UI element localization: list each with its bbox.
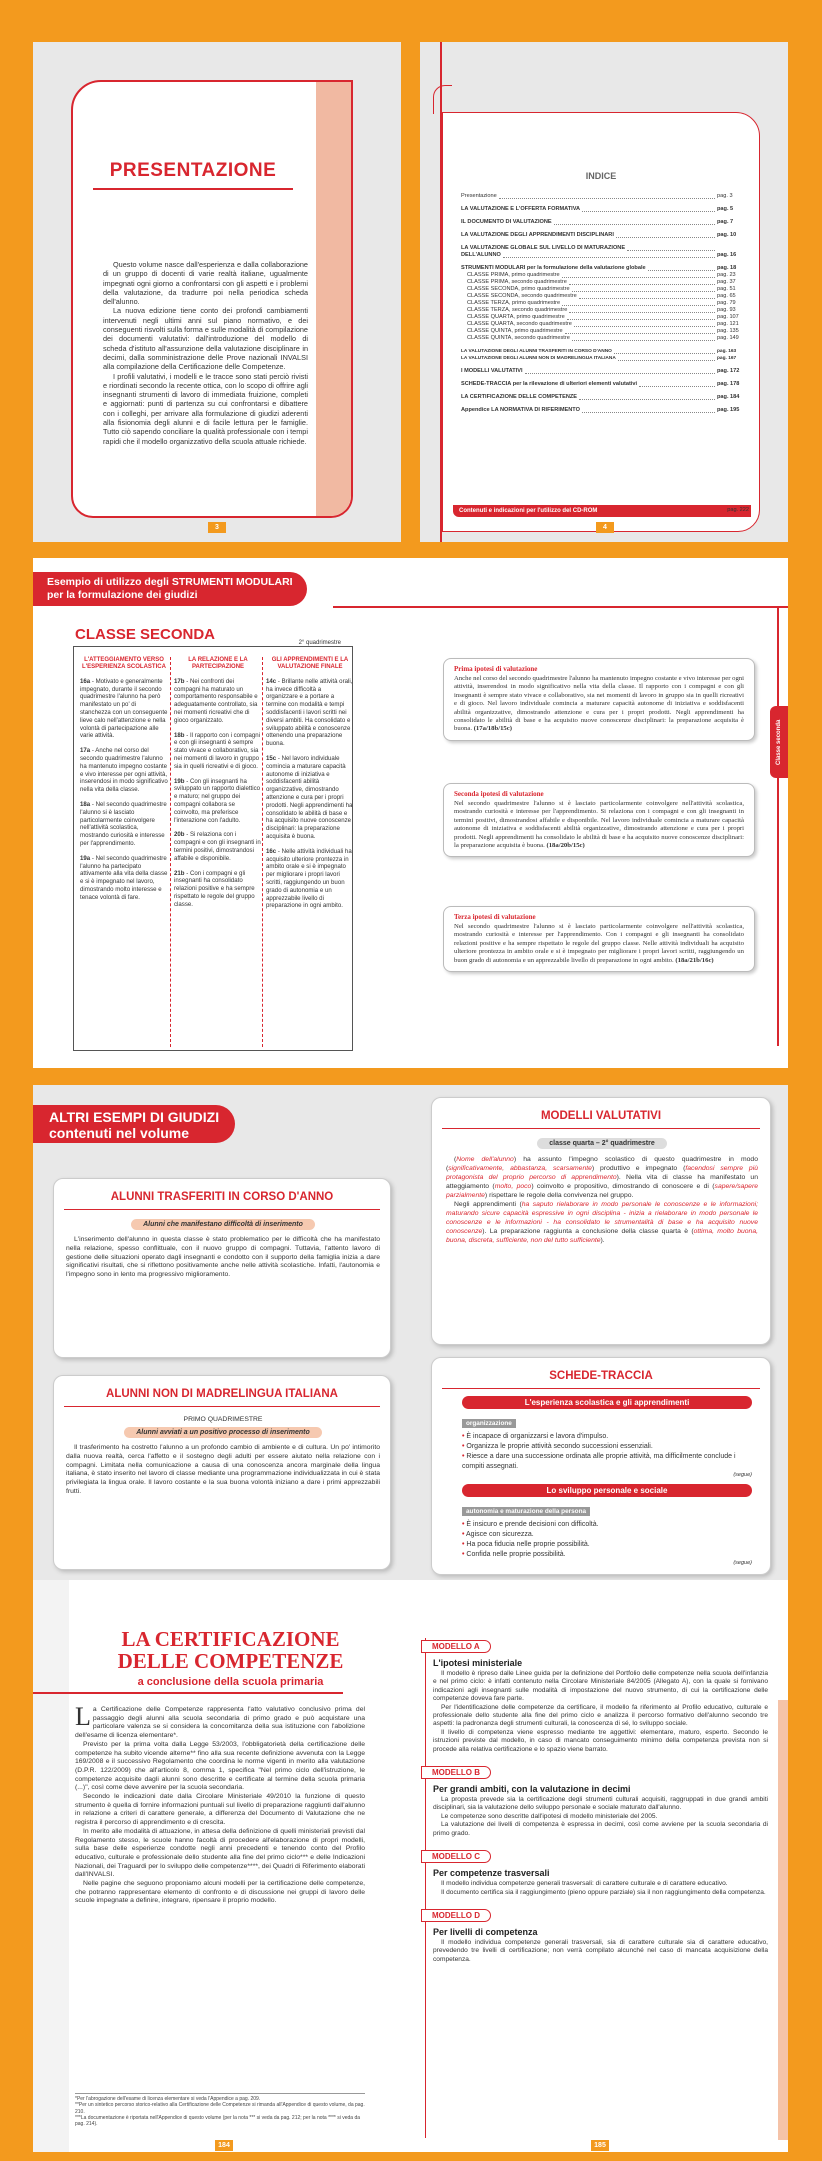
dropcap: L bbox=[75, 1702, 91, 1731]
index-page: pag. 121 bbox=[717, 321, 739, 327]
index-row[interactable] bbox=[461, 321, 743, 328]
index-page: pag. 51 bbox=[717, 286, 736, 292]
index-page: pag. 167 bbox=[717, 356, 737, 361]
item-code: 19b bbox=[174, 777, 185, 785]
page-number: 185 bbox=[591, 2140, 609, 2151]
card-modelli bbox=[431, 1097, 771, 1345]
index-label: IL DOCUMENTO DI VALUTAZIONE bbox=[461, 219, 552, 225]
index-label: CLASSE SECONDA, primo quadrimestre bbox=[467, 286, 570, 292]
item-code: 21b bbox=[174, 869, 185, 877]
item-text: Nelle attività individuali ha acquisito ulteriore prontezza in ambito orale e si è impegnato per migliorare i propri lavori scritti, raggiungendo un buon grado di autonomia e un apprezzabile livello di preparazione in ogni ambito. bbox=[266, 847, 352, 910]
presentazione-card bbox=[71, 80, 353, 518]
ipotesi-text: Nel secondo quadrimestre l'alunno si è lasciato particolarmente coinvolgere nell'attività scolastica, mostrando curiosità e interesse per l'apprendimento. Si relaziona con i compagni e con gli insegnanti in termini positivi, dimostrandosi affabile e disponibile. Nel lavoro individuale comincia a maturare capacità autonome di iniziativa e soddisfacenti abilità organizzative, dimostrando attenzione e cura per i propri prodotti. Negli apprendimenti ha consolidato le abilità di base e ha acquisito nuove conoscenze disciplinari: la preparazione acquisita è buona. bbox=[454, 800, 744, 850]
index-label: LA VALUTAZIONE GLOBALE SUL LIVELLO DI MATURAZIONE bbox=[461, 245, 626, 251]
column-atteggiamento bbox=[80, 657, 168, 909]
pill-label: Alunni avviati a un positivo processo di inserimento bbox=[124, 1427, 321, 1438]
indice-card bbox=[442, 112, 760, 532]
modello-block bbox=[423, 1636, 768, 1754]
index-row[interactable] bbox=[461, 314, 743, 321]
index-row[interactable] bbox=[461, 348, 743, 355]
paragraph: Il modello individua competenze generali trasversali, sia di carattere culturale sia di carattere educativo, prevedendo tre livelli di certificazione; non verrà compilato alcunché nel caso di mancata acquisizione della competenza. bbox=[433, 1938, 768, 1963]
index-page: pag. 149 bbox=[717, 335, 739, 341]
spread-certificazione bbox=[33, 1580, 788, 2152]
page-title: PRESENTAZIONE bbox=[109, 160, 277, 181]
index-label: CLASSE QUARTA, primo quadrimestre bbox=[467, 314, 565, 320]
paragraph: Secondo le indicazioni date dalla Circolare Ministeriale 49/2010 la funzione di questo strumento è quella di fornire informazioni puntuali sul livello di preparazione raggiunti dall'alunno in relazione a criteri di carattere generale, a differenza del Documento di Valutazione che ne registra il percorso di apprendimento e di crescita. bbox=[75, 1793, 365, 1827]
card-title: SCHEDE-TRACCIA bbox=[549, 1370, 653, 1382]
columns-box bbox=[73, 640, 353, 1051]
item-text: Nel lavoro individuale comincia a maturare capacità autonome di iniziativa e soddisfacenti abilità organizzative, dimostrando attenzione e cura per i propri prodotti. Negli apprendimenti ha consolidato le abilità di base e ha acquisito nuove conoscenze disciplinari: la preparazione acquisita è buona. bbox=[266, 754, 353, 840]
item-code: 19a bbox=[80, 854, 91, 862]
index-label: Presentazione bbox=[461, 193, 497, 199]
index-row[interactable] bbox=[461, 307, 743, 314]
divider bbox=[333, 606, 788, 608]
index-row[interactable] bbox=[461, 219, 743, 226]
column-header: GLI APPRENDIMENTI E LA VALUTAZIONE FINALE bbox=[271, 657, 349, 671]
title-line-2: DELLE COMPETENZE bbox=[117, 1649, 344, 1673]
sub-bar: organizzazione bbox=[462, 1419, 516, 1428]
index-row[interactable] bbox=[461, 206, 743, 213]
index-page: pag. 93 bbox=[717, 307, 736, 313]
modello-block bbox=[423, 1846, 768, 1897]
page-indice bbox=[420, 42, 788, 542]
item-text: Nel secondo quadrimestre l'alunno si è lasciato particolarmente coinvolgere nell'attività scolastica, mostrando curiosità e interesse per l'apprendimento. bbox=[80, 800, 167, 847]
paragraph: La valutazione dei livelli di competenza è espressa in decimi, così come avviene per la scuola secondaria di primo grado. bbox=[433, 1821, 768, 1837]
index-row[interactable] bbox=[461, 368, 743, 375]
item-code: 16c bbox=[266, 847, 277, 855]
modello-tab: MODELLO A bbox=[421, 1640, 491, 1653]
index-page: pag. 10 bbox=[717, 232, 737, 238]
index-label: CLASSE SECONDA, secondo quadrimestre bbox=[467, 293, 577, 299]
column-item: 16a - Motivato e generalmente impegnato, durante il secondo quadrimestre l'alunno ha però manifestato un po' di stanchezza con un conseguente lieve calo nell'attenzione e nella volontà di partecipazione alle varie attività. bbox=[80, 677, 168, 740]
index-page: pag. 195 bbox=[717, 407, 740, 413]
index-row[interactable] bbox=[461, 293, 743, 300]
segue-label: (segue) bbox=[733, 1560, 752, 1566]
column-header: LA RELAZIONE E LA PARTECIPAZIONE bbox=[188, 657, 248, 671]
footnote: **Per un sintetico percorso storico-relativo alla Certificazione delle Competenze si rimanda all'Appendice di questo volume, da pag. 210. bbox=[75, 2102, 365, 2115]
item-code: 17a bbox=[80, 747, 91, 755]
section-bar: Lo sviluppo personale e sociale bbox=[462, 1484, 752, 1497]
index-page: pag. 65 bbox=[717, 293, 736, 299]
index-label: CLASSE TERZA, secondo quadrimestre bbox=[467, 307, 568, 313]
modello-tab: MODELLO B bbox=[421, 1766, 491, 1779]
paragraph: La nuova edizione tiene conto dei profondi cambiamenti intervenuti negli ultimi anni sul piano normativo, e dei conseguenti risvolti sulla forma e sulle modalità di compilazione dei documenti valutativi: dall'introduzione del modello di scheda d'istituto all'assunzione della valutazione disciplinare in decimi, dalla somministrazione delle Prove nazionali INVALSI alla compilazione della Certificazione delle Competenze. bbox=[103, 306, 308, 372]
item-text: Nel secondo quadrimestre l'alunno ha partecipato attivamente alla vita della classe e si è impegnato nel lavoro, dimostrando molto interesse e tenace volontà di fare. bbox=[80, 854, 168, 901]
index-label: SCHEDE-TRACCIA per la rilevazione di ulteriori elementi valutativi bbox=[461, 381, 638, 387]
paragraph: Nelle pagine che seguono proponiamo alcuni modelli per la certificazione delle competenze, che potranno rappresentare elemento di confronto e di discussione nei gruppi di lavoro delle scuole impegnate a definire, integrare, ripensare il proprio modello. bbox=[75, 1880, 365, 1905]
item-code: 20b bbox=[174, 831, 185, 839]
decor-strip bbox=[778, 1700, 788, 2140]
column-item: 17b - Nei confronti dei compagni ha maturato un comportamento responsabile e adeguatamente controllato, sia nei momenti ricreativi che di gioco organizzato. bbox=[174, 677, 258, 724]
page-number: 184 bbox=[215, 2140, 233, 2151]
index-page: pag. 172 bbox=[717, 368, 740, 374]
index-label: DELL'ALUNNO bbox=[461, 252, 501, 258]
header-line-1: ALTRI ESEMPI DI GIUDIZI bbox=[49, 1109, 220, 1125]
paragraph: La proposta prevede sia la certificazione degli strumenti culturali acquisiti, raggruppati in due grandi ambiti disciplinari, sia la valutazione dello sviluppo personale e sociale maturato dall'alunno. bbox=[433, 1796, 768, 1812]
index-row[interactable] bbox=[461, 245, 743, 252]
bullet-item: • Organizza le proprie attività secondo successioni essenziali. bbox=[462, 1443, 653, 1450]
bullet-item: • Confida nelle proprie possibilità. bbox=[462, 1551, 566, 1558]
modello-block bbox=[423, 1905, 768, 1964]
class-title: CLASSE SECONDA bbox=[75, 626, 216, 643]
item-code: 18a bbox=[80, 800, 91, 808]
modello-text: (Nome dell'alunno) ha assunto l'impegno scolastico di questo quadrimestre in modo (significativamente, abbastanza, scarsamente) produttivo e impegnato (facendosi sempre più protagonista del proprio percorso di apprendimento). Nella vita di classe ha manifestato un atteggiamento (molto, poco) coinvolto e propositivo, dimostrando di conoscere e di (sapere/sapere parzialmente) rispettare le regole della convivenza nel gruppo. bbox=[446, 1156, 758, 1199]
ipotesi-1 bbox=[443, 658, 755, 741]
footnote: *Per l'abrogazione dell'esame di licenza elementare si veda l'Appendice a pag. 209. bbox=[75, 2096, 261, 2102]
index-page: pag. 23 bbox=[717, 272, 736, 278]
item-code: 17b bbox=[174, 677, 185, 685]
index-row[interactable] bbox=[461, 272, 743, 279]
column-apprendimenti bbox=[266, 657, 354, 917]
column-item: 14c - Brillante nelle attività orali, ha invece difficoltà a organizzare e a portare a termine con modalità e tempi soddisfacenti i lavori scritti nei diversi ambiti. Ha consolidato e sviluppato abilità e conoscenze ottenendo una preparazione buona. bbox=[266, 677, 353, 748]
ipotesi-title: Terza ipotesi di valutazione bbox=[454, 913, 536, 921]
pill-label: Alunni che manifestano difficoltà di inserimento bbox=[131, 1219, 315, 1230]
card-title: MODELLI VALUTATIVI bbox=[540, 1110, 662, 1122]
index-label: CLASSE QUARTA, secondo quadrimestre bbox=[467, 321, 572, 327]
paragraph: a Certificazione delle Competenze rappresenta l'atto valutativo conclusivo prima del passaggio degli alunni alla scuola secondaria di primo grado e può acquistare una particolare valenza se si considera la concomitanza della sua istituzione con l'abolizione dell'esame di licenza elementare*. bbox=[75, 1706, 365, 1740]
ipotesi-text: Anche nel corso del secondo quadrimestre l'alunno ha mantenuto impegno costante e vivo interesse per ogni attività, inserendosi in modo significativo nella vita della classe. Il rapporto con i compagni e con gli insegnanti è sempre stato vivace e collaborativo, sia nei momenti di lavoro in gruppo sia in quelli ricreativi e di gioco. Nel lavoro individuale comincia a maturare capacità autonome di iniziativa e soddisfacenti abilità organizzative, dimostrando attenzione e cura per i propri prodotti. Negli apprendimenti ha consolidato le abilità di base e ha acquisito nuove conoscenze disciplinari: la preparazione acquisita è buona. bbox=[454, 675, 744, 733]
spread-strumenti-modulari bbox=[33, 558, 788, 1068]
ipotesi-code: (18a/20b/15c) bbox=[546, 842, 585, 850]
bullet-item: • Agisce con sicurezza. bbox=[462, 1531, 534, 1538]
modello-heading: L'ipotesi ministeriale bbox=[433, 1658, 523, 1668]
column-separator bbox=[262, 657, 263, 1047]
index-label: LA VALUTAZIONE DEGLI ALUNNI NON DI MADRELINGUA ITALIANA bbox=[461, 356, 616, 361]
title-underline bbox=[33, 1692, 343, 1694]
item-text: Si relaziona con i compagni e con gli insegnanti in termini positivi, dimostrandosi affabile e disponibile. bbox=[174, 831, 261, 862]
modello-heading: Per competenze trasversali bbox=[433, 1868, 550, 1879]
index-page: pag. 184 bbox=[717, 394, 740, 400]
card-text: Il trasferimento ha costretto l'alunno a un profondo cambio di ambiente e di cultura. Un po' intimorito dalla nuova realtà, cerca l'affetto e il sostegno degli adulti per essere aiutato nella relazione con i compagni. Limitata nella comunicazione a causa di una conoscenza ancora marginale della lingua italiana, è stato inserito nel lavoro di classe mediante una programmazione individualizzata in cui è stata privilegiata la lingua orale. Il lavoro costante e la sua buona volontà iniziano a dare i primi apprezzabili frutti. bbox=[66, 1444, 380, 1495]
index-row[interactable] bbox=[461, 335, 743, 342]
index-page: pag. 79 bbox=[717, 300, 736, 306]
index-label: LA CERTIFICAZIONE DELLE COMPETENZE bbox=[461, 394, 578, 400]
sub-bar: autonomia e maturazione della persona bbox=[462, 1507, 590, 1516]
index-row[interactable] bbox=[461, 232, 743, 239]
item-code: 16a bbox=[80, 677, 91, 685]
index-label: CLASSE PRIMA, secondo quadrimestre bbox=[467, 279, 567, 285]
modello-heading: Per livelli di competenza bbox=[433, 1926, 538, 1937]
paragraph: Questo volume nasce dall'esperienza e dalla collaborazione di un gruppo di docenti di varie realtà italiane, ugualmente impegnati ogni giorno a confrontarsi con gli aspetti e i problemi della valutazione, da tradurre poi nella periodica scheda dell'alunno. bbox=[103, 260, 308, 307]
bullet-item: • Riesce a dare una successione ordinata alle proprie attività, ma difficilmente conclude i compiti assegnati. bbox=[462, 1453, 736, 1470]
side-tab: Classe seconda bbox=[770, 706, 788, 778]
index-list bbox=[461, 193, 743, 414]
index-label: CLASSE PRIMA, primo quadrimestre bbox=[467, 272, 560, 278]
ipotesi-code: (17a/18b/15c) bbox=[473, 725, 512, 733]
footnotes bbox=[75, 2093, 365, 2127]
paragraph: Previsto per la prima volta dalla Legge 53/2003, l'obbligatorietà della certificazione delle competenze ha subito vicende alterne** fino alla sua recente definizione avvenuta con la Legge 169/2008 e il successivo Regolamento che coordina le norme vigenti in merito alla valutazione (D.P.R. 122/2009) che all'articolo 8, comma 1, specifica "Nel primo ciclo dell'istruzione, le competenze acquisite dagli alunni sono descritte e certificate al termine della scuola primaria (...)", così come deve avvenire per la scuola secondaria. bbox=[75, 1740, 365, 1792]
page-number: 4 bbox=[596, 522, 614, 533]
header-line-2: per la formulazione dei giudizi bbox=[47, 589, 198, 601]
modello-text: Negli apprendimenti (ha saputo rielaborare in modo personale le conoscenze e le informazioni; maturando sicure capacità espressive in ogni disciplina - inizia a rielaborare in modo personale le conoscenze e le informazioni - ha consolidato le strumentalità di base e ha acquisito nuove conoscenze). La preparazione raggiunta a conclusione della classe quarta è (ottima, molto buona, buona, discreta, sufficiente, non del tutto sufficiente). bbox=[446, 1201, 758, 1244]
column-item: 19a - Nel secondo quadrimestre l'alunno ha partecipato attivamente alla vita della classe e si è impegnato nel lavoro, dimostrando molto interesse e tenace volontà di fare. bbox=[80, 854, 168, 901]
segue-label: (segue) bbox=[733, 1472, 752, 1478]
index-row[interactable] bbox=[461, 279, 743, 286]
title-line-1: LA CERTIFICAZIONE bbox=[121, 1627, 340, 1651]
index-row[interactable] bbox=[461, 407, 743, 414]
index-label: STRUMENTI MODULARI per la formulazione della valutazione globale bbox=[461, 265, 646, 271]
column-separator bbox=[170, 657, 171, 1047]
modello-heading: Per grandi ambiti, con la valutazione in decimi bbox=[433, 1784, 631, 1795]
column-item: 15c - Nel lavoro individuale comincia a maturare capacità autonome di iniziativa e soddisfacenti abilità organizzative, dimostrando attenzione e cura per i propri prodotti. Negli apprendimenti ha consolidato le abilità di base e ha acquisito nuove conoscenze disciplinari: la preparazione acquisita è buona. bbox=[266, 754, 353, 840]
index-label: CLASSE QUINTA, secondo quadrimestre bbox=[467, 335, 570, 341]
index-row[interactable] bbox=[461, 252, 743, 259]
column-item: 18b - Il rapporto con i compagni e con gli insegnanti è sempre stato vivace e collaborativo, sia nei momenti di lavoro in gruppo sia in quelli ricreativi e di gioco. bbox=[174, 731, 261, 770]
ipotesi-text: Nel secondo quadrimestre l'alunno si è lasciato particolarmente coinvolgere nell'attività scolastica, mostrando curiosità e interesse per l'apprendimento. Con i compagni e gli insegnanti ha consolidato relazioni positive e ha sempre rispettato le regole del gruppo classe. Nelle attività individuali ha acquisito ulteriore prontezza in ambito orale e si è impegnato per migliorare i propri lavori scritti, raggiungendo un buon grado di autonomia e un apprezzabile livello di preparazione in ogni ambito. bbox=[454, 923, 744, 964]
card-shade bbox=[316, 82, 351, 516]
index-label: CLASSE TERZA, primo quadrimestre bbox=[467, 300, 561, 306]
modello-tab: MODELLO D bbox=[421, 1909, 491, 1922]
index-page: pag. 37 bbox=[717, 279, 736, 285]
card-text: L'inserimento dell'alunno in questa classe è stato problematico per le difficoltà che ha manifestato nella relazione, spesso conflittuale, con il nuovo gruppo di compagni. Tuttavia, l'attento lavoro di gestione delle situazioni operato dagli insegnanti e condotto con il supporto della famiglia inizia a dare significativi risultati, che si riflettono positivamente anche nelle attività scolastiche. Infatti, l'autonomia e l'impegno sono in lento ma progressivo miglioramento. bbox=[66, 1236, 380, 1279]
card-title: ALUNNI NON DI MADRELINGUA ITALIANA bbox=[106, 1388, 338, 1400]
certificazione-text bbox=[75, 1702, 365, 1906]
index-row[interactable] bbox=[461, 381, 743, 388]
index-page: pag. 178 bbox=[717, 381, 740, 387]
index-row[interactable] bbox=[461, 394, 743, 401]
column-item: 16c - Nelle attività individuali ha acquisito ulteriore prontezza in ambito orale e si è impegnato per migliorare i propri lavori scritti, raggiungendo un buon grado di autonomia e un apprezzabile livello di preparazione in ogni ambito. bbox=[266, 847, 352, 910]
column-item: 17a - Anche nel corso del secondo quadrimestre l'alunno ha mantenuto impegno costante e vivo interesse per ogni attività, inserendosi in modo significativo nella vita della classe. bbox=[80, 747, 168, 794]
index-label: LA VALUTAZIONE DEGLI ALUNNI TRASFERITI IN CORSO D'ANNO bbox=[461, 349, 612, 354]
modello-tab: MODELLO C bbox=[421, 1850, 491, 1863]
index-row[interactable] bbox=[461, 328, 743, 335]
index-page: pag. 135 bbox=[717, 328, 739, 334]
index-label: LA VALUTAZIONE E L'OFFERTA FORMATIVA bbox=[461, 206, 581, 212]
paragraph: Per l'identificazione delle competenze da certificare, il modello fa riferimento al Profilo educativo, culturale e professionale dello studente alla fine del primo ciclo e analizza il percorso formativo dell'alunno secondo tre aspetti: la padronanza degli strumenti culturali, la conoscenza di sé, lo sviluppo sociale. bbox=[433, 1703, 768, 1728]
column-item: 20b - Si relaziona con i compagni e con gli insegnanti in termini positivi, dimostrandosi affabile e disponibile. bbox=[174, 831, 261, 862]
title-underline bbox=[93, 188, 293, 190]
index-page: pag. 7 bbox=[717, 219, 734, 225]
column-item: 21b - Con i compagni e gli insegnanti ha consolidato relazioni positive e ha sempre rispettato le regole del gruppo classe. bbox=[174, 869, 255, 908]
paragraph: Il modello è ripreso dalle Linee guida per la definizione del Portfolio delle competenze nella scuola dell'infanzia e nel primo ciclo: è infatti contenuto nella Circolare Ministeriale 84/2005 (Allegato A), con la quale si fornivano indicazioni agli insegnanti sulle modalità di impostazione del nuovo strumento, di cui la certificazione delle competenze doveva fare parte. bbox=[433, 1670, 768, 1703]
index-page: pag. 107 bbox=[717, 314, 739, 320]
item-text: Con i compagni e gli insegnanti ha consolidato relazioni positive e ha sempre rispettato le regole del gruppo classe. bbox=[174, 869, 255, 908]
index-page: pag. 18 bbox=[717, 265, 737, 271]
section-bar: L'esperienza scolastica e gli apprendimenti bbox=[462, 1396, 752, 1409]
index-page: pag. 163 bbox=[717, 349, 737, 354]
paragraph: I profili valutativi, i modelli e le tracce sono stati perciò rivisti e riordinati secondo la recente ottica, con lo scopo di offrire agli insegnanti strumenti di lavoro di immediata fruizione, completi e aggiornati: punti di partenza su cui confrontarsi e dibattere con i colleghi, per arrivare alla formulazione di giudizi aderenti alla fisionomia degli alunni e di facile lettura per le famiglie. Tutto ciò sapendo conciliare la qualità professionale con i tempi rapidi che il modello organizzativo della scuola attuale richiede. bbox=[103, 371, 308, 446]
modello-block bbox=[423, 1762, 768, 1838]
paragraph: Il documento certifica sia il raggiungimento (pieno oppure parziale) sia il non raggiungimento della competenza. bbox=[441, 1888, 766, 1896]
paragraph: In merito alle modalità di attuazione, in attesa della definizione di quelli ministeriali previsti dal Regolamento stesso, le scuole hanno facoltà di procedere all'elaborazione di propri modelli, sulla base delle esperienze condotte negli anni precedenti e tenendo conto del Profilo educativo, culturale e professionale dello studente alla fine del primo ciclo*** e delle Indicazioni Nazionali, dei Traguardi per lo sviluppo delle competenze****, dei Quadri di Riferimento elaborati dall'INVALSI. bbox=[75, 1827, 365, 1879]
cd-rom-bar[interactable]: Contenuti e indicazioni per l'utilizzo del CD-ROM bbox=[453, 505, 751, 517]
index-row[interactable] bbox=[461, 193, 743, 200]
page-number: 3 bbox=[208, 522, 226, 533]
index-row[interactable] bbox=[461, 355, 743, 362]
card-trasferiti bbox=[53, 1178, 391, 1358]
ipotesi-3 bbox=[443, 906, 755, 972]
column-header: L'ATTEGGIAMENTO VERSO L'ESPERIENZA SCOLASTICA bbox=[82, 657, 166, 671]
index-row[interactable] bbox=[461, 286, 743, 293]
column-relazione bbox=[174, 657, 262, 916]
ipotesi-code: (18a/21b/16c) bbox=[675, 956, 714, 964]
ipotesi-2 bbox=[443, 783, 755, 857]
page-subtitle: a conclusione della scuola primaria bbox=[137, 1676, 324, 1688]
paragraph: Le competenze sono descritte dall'ipotesi di modello ministeriale del 2005. bbox=[441, 1812, 658, 1820]
index-label: LA VALUTAZIONE DEGLI APPRENDIMENTI DISCIPLINARI bbox=[461, 232, 614, 238]
column-item: 18a - Nel secondo quadrimestre l'alunno si è lasciato particolarmente coinvolgere nell'attività scolastica, mostrando curiosità e interesse per l'apprendimento. bbox=[80, 800, 167, 847]
paragraph: Il modello individua competenze generali trasversali: di carattere culturale e di carattere educativo. bbox=[441, 1880, 728, 1888]
quadrimestre-label: 2° quadrimestre bbox=[296, 640, 344, 646]
bullet-item: • È insicuro e prende decisioni con difficoltà. bbox=[462, 1521, 599, 1528]
index-row[interactable] bbox=[461, 300, 743, 307]
section-header bbox=[33, 1105, 235, 1143]
page-title bbox=[78, 1628, 383, 1672]
card-schede bbox=[431, 1357, 771, 1575]
index-label: Appendice LA NORMATIVA DI RIFERIMENTO bbox=[461, 407, 580, 413]
header-line-1: Esempio di utilizzo degli STRUMENTI MODULARI bbox=[47, 576, 293, 588]
item-text: Con gli insegnanti ha sviluppato un rapporto dialettico e maturo; nel gruppo dei compagni collabora se coinvolto, ma preferisce l'interazione con l'adulto. bbox=[174, 777, 261, 824]
ipotesi-title: Prima ipotesi di valutazione bbox=[454, 665, 538, 673]
ipotesi-title: Seconda ipotesi di valutazione bbox=[454, 790, 544, 798]
pill-label: classe quarta – 2° quadrimestre bbox=[537, 1138, 667, 1149]
item-text: Nei confronti dei compagni ha maturato un comportamento responsabile e adeguatamente controllato, sia nei momenti ricreativi che di gioco organizzato. bbox=[174, 677, 258, 724]
footnote: ***La documentazione è riportata nell'Appendice di questo volume (per la nota *** si veda da pag. 212; per la nota **** si veda da pag. 214). bbox=[75, 2114, 361, 2128]
index-label: I MODELLI VALUTATIVI bbox=[461, 368, 523, 374]
index-label: CLASSE QUINTA, primo quadrimestre bbox=[467, 328, 563, 334]
item-code: 14c bbox=[266, 677, 277, 685]
card-madrelingua bbox=[53, 1375, 391, 1570]
spread-altri-esempi bbox=[33, 1085, 788, 1595]
item-text: Il rapporto con i compagni e con gli insegnanti è sempre stato vivace e collaborativo, sia nei momenti di lavoro in gruppo sia in quelli ricreativi e di gioco. bbox=[174, 731, 261, 770]
page-title: INDICE bbox=[585, 171, 617, 181]
paragraph: Il livello di competenza viene espresso mediante tre aggettivi: elementare, maturo, esperto. Secondo le istruzioni previste dal modello, in caso di mancato conseguimento minimo della competenza prevista non si procede alla relativa certificazione e lo spazio viene barrato. bbox=[433, 1728, 768, 1753]
item-code: 15c bbox=[266, 754, 277, 762]
index-page: pag. 16 bbox=[717, 252, 737, 258]
divider bbox=[777, 606, 779, 1046]
cd-rom-page: pag. 222 bbox=[727, 507, 749, 513]
header-line-2: contenuti nel volume bbox=[49, 1125, 190, 1141]
card-title: ALUNNI TRASFERITI IN CORSO D'ANNO bbox=[110, 1191, 334, 1203]
index-page: pag. 5 bbox=[717, 206, 734, 212]
page-presentazione bbox=[33, 42, 401, 542]
section-header bbox=[33, 572, 307, 606]
index-row[interactable] bbox=[461, 265, 743, 272]
modelli-list bbox=[423, 1636, 768, 2136]
item-text: Brillante nelle attività orali, ha invece difficoltà a organizzare e a portare a termine con modalità e tempi soddisfacenti i lavori scritti nei diversi ambiti. Ha consolidato e sviluppato abilità e conoscenze ottenendo una preparazione buona. bbox=[266, 677, 353, 748]
quad-label: PRIMO QUADRIMESTRE bbox=[183, 1416, 263, 1423]
item-text: Anche nel corso del secondo quadrimestre l'alunno ha mantenuto impegno costante e vivo interesse per ogni attività, inserendosi in modo significativo nella vita della classe. bbox=[80, 747, 168, 794]
column-item: 19b - Con gli insegnanti ha sviluppato un rapporto dialettico e maturo; nel gruppo dei compagni collabora se coinvolto, ma preferisce l'interazione con l'adulto. bbox=[174, 777, 261, 824]
item-text: Motivato e generalmente impegnato, durante il secondo quadrimestre l'alunno ha però manifestato un po' di stanchezza con un conseguente lieve calo nell'attenzione e nella volontà di partecipazione alle varie attività. bbox=[80, 677, 168, 740]
item-code: 18b bbox=[174, 731, 185, 739]
bullet-item: • Ha poca fiducia nelle proprie possibilità. bbox=[462, 1541, 590, 1548]
index-page: pag. 3 bbox=[717, 193, 733, 199]
bullet-item: • È incapace di organizzarsi e lavora d'impulso. bbox=[462, 1433, 609, 1440]
presentazione-text bbox=[103, 260, 308, 446]
